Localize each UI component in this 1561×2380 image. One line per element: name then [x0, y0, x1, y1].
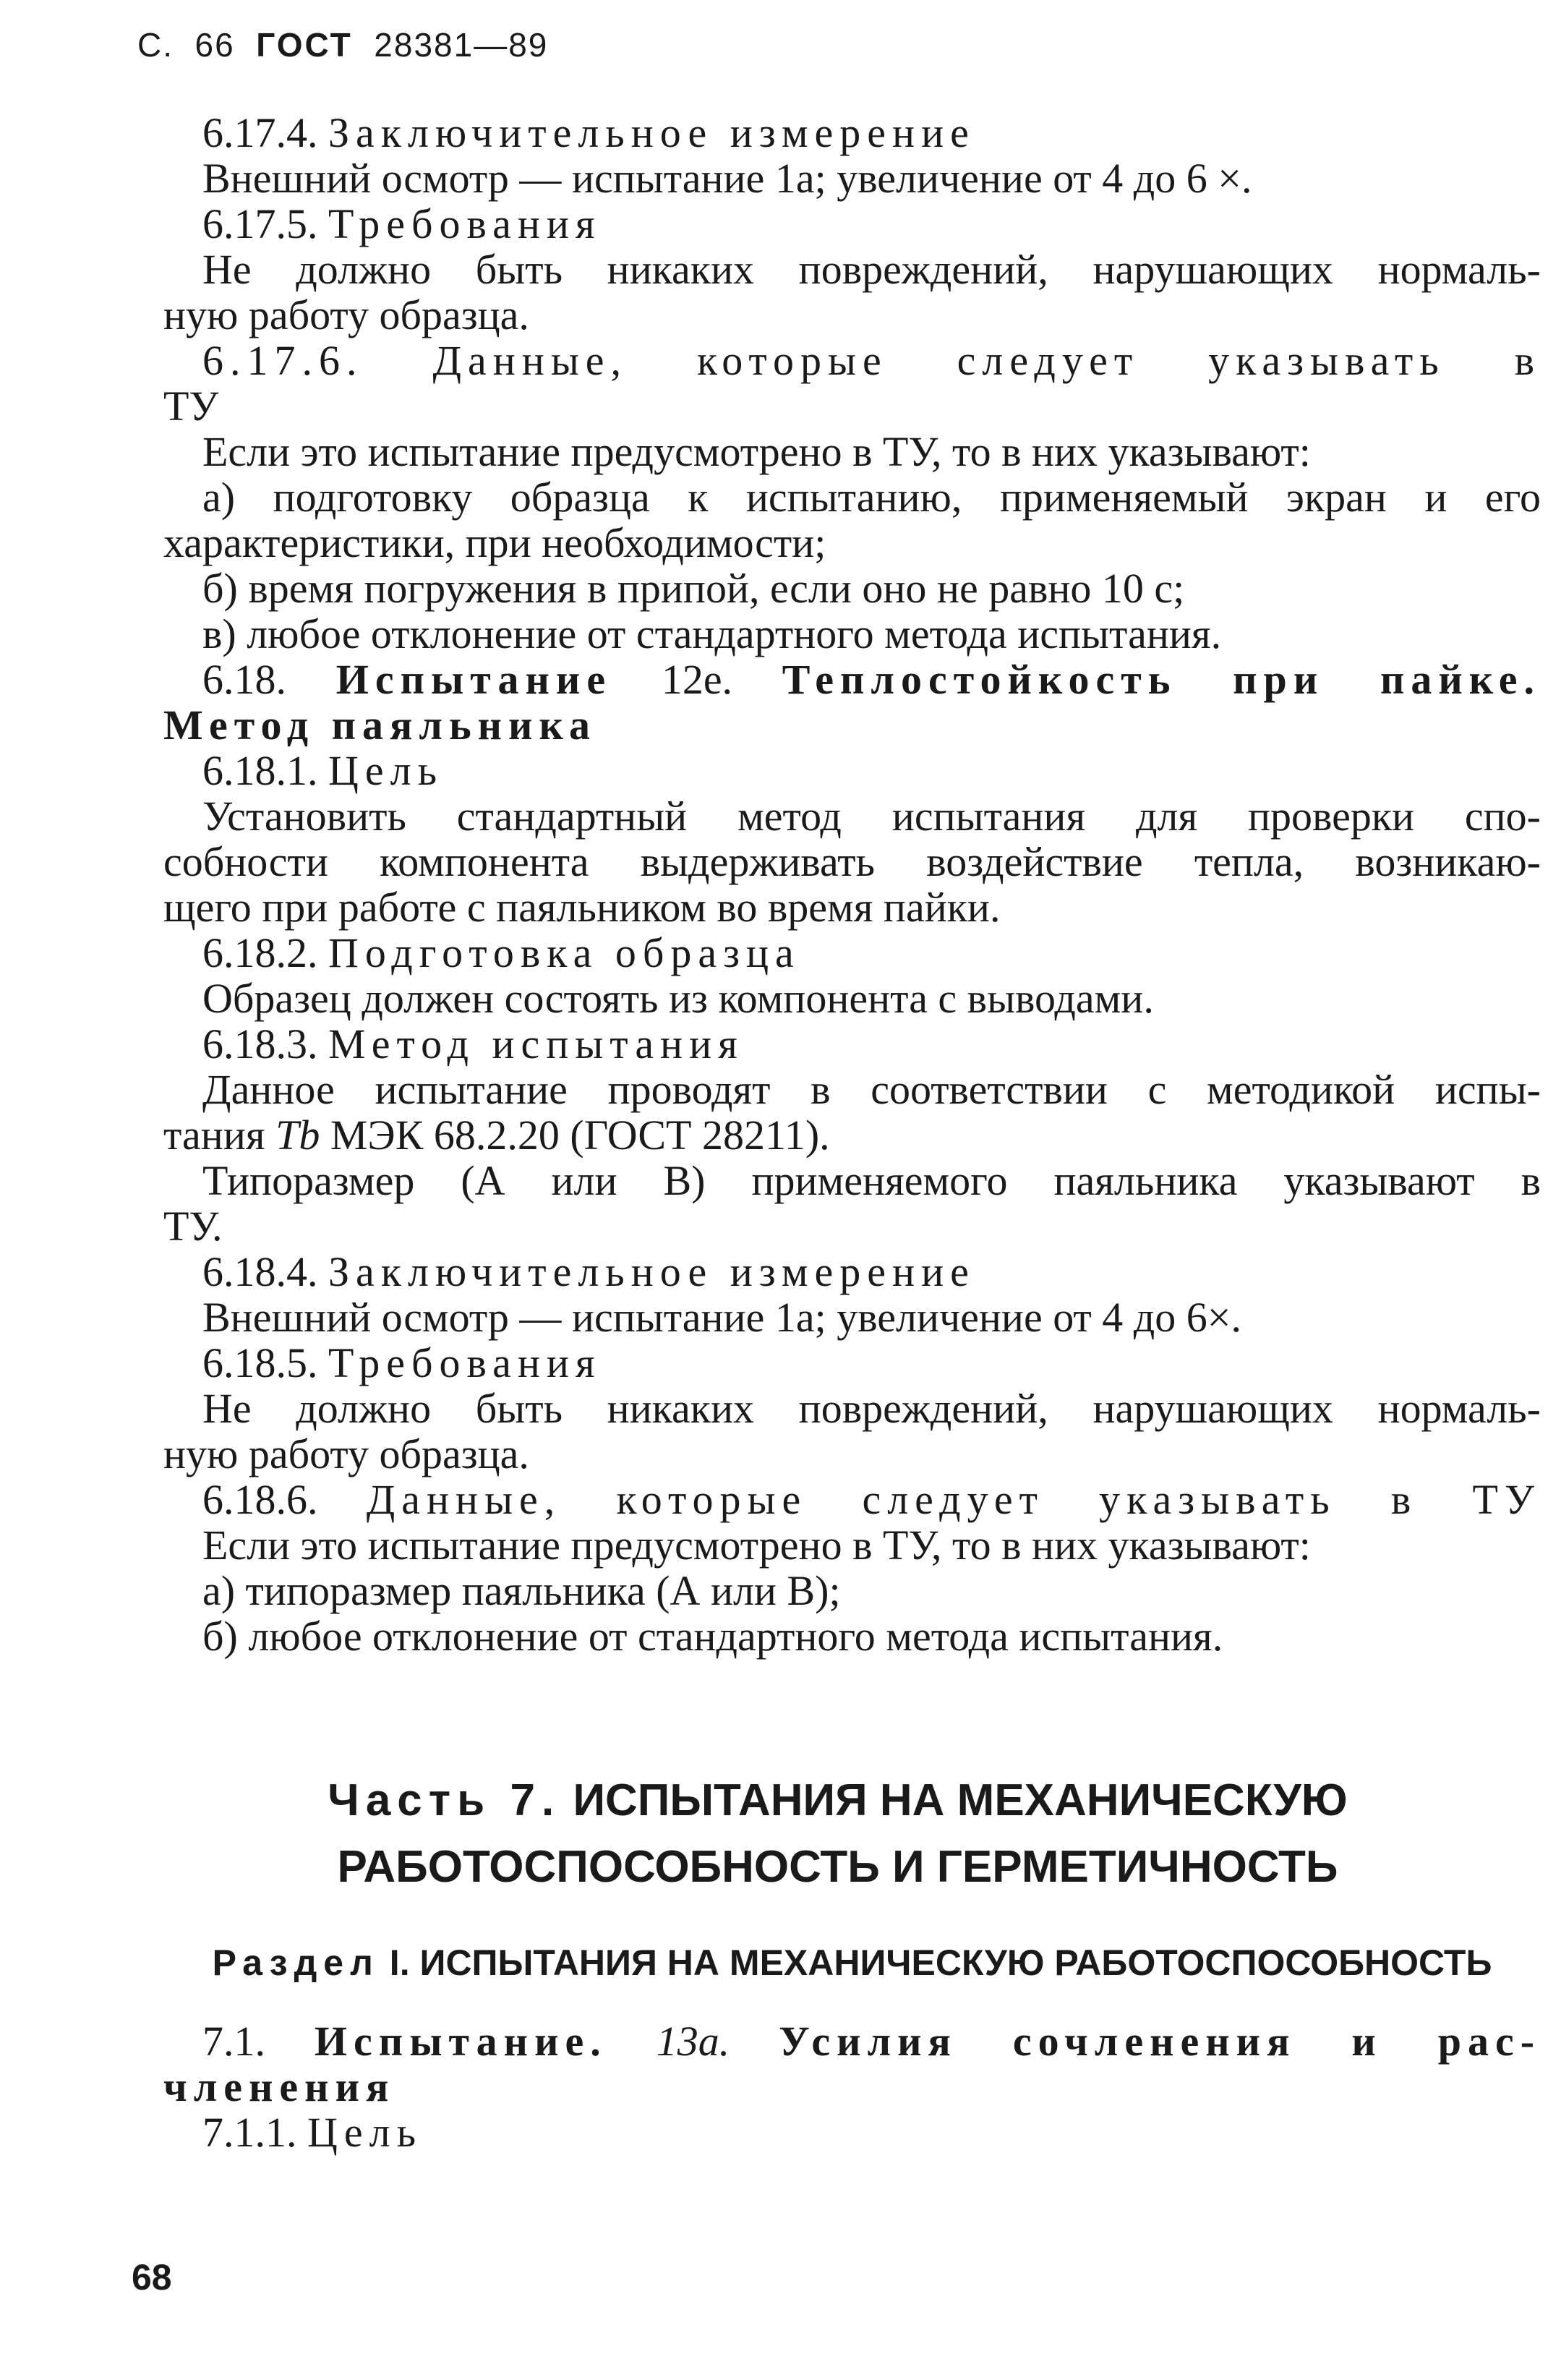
- spacer: [163, 1659, 1541, 1767]
- clause-number: 6.18.6.: [202, 1476, 318, 1523]
- paragraph: Данное испытание проводят в соответствии с методикой испы-: [202, 1066, 1541, 1113]
- paragraph: ную работу образца.: [163, 1430, 529, 1477]
- clause-title: Требования: [328, 200, 602, 247]
- clause-title: Подготовка образца: [328, 929, 800, 976]
- part-7-heading-continued: РАБОТОСПОСОБНОСТЬ И ГЕРМЕТИЧНОСТЬ: [337, 1842, 1338, 1892]
- paragraph: щего при работе с паяльником во время пайки.: [163, 884, 1001, 931]
- clause-number: 7.1.: [202, 2018, 265, 2065]
- heading-6-18: [163, 657, 1541, 702]
- clause-title-continued: Метод паяльника: [163, 701, 596, 748]
- page-reference: С. 66: [137, 26, 235, 64]
- clause-label: Испытание: [335, 656, 612, 703]
- heading-6-18-4: [163, 1249, 1541, 1295]
- standard-number: 28381—89: [374, 26, 549, 64]
- heading-6-18-2: [163, 930, 1541, 976]
- clause-title: Данные, которые следует указывать в ТУ: [366, 1476, 1541, 1523]
- heading-6-18-5: [163, 1340, 1541, 1386]
- paragraph: собности компонента выдерживать воздействие тепла, возникаю-: [163, 838, 1541, 885]
- clause-title: Теплостойкость при пайке.: [782, 656, 1541, 703]
- clause-label: Испытание.: [314, 2018, 607, 2065]
- page-header: [137, 25, 548, 64]
- paragraph: ТУ.: [163, 1203, 223, 1250]
- section-heading: [163, 1940, 1541, 1986]
- text-run: тания: [163, 1112, 265, 1159]
- heading-6-17-6: [163, 338, 1541, 383]
- heading-7-1-1: [163, 2110, 1541, 2155]
- paragraph: Образец должен состоять из компонента с выводами.: [202, 975, 1154, 1022]
- paragraph: ную работу образца.: [163, 291, 529, 338]
- paragraph: Если это испытание предусмотрено в ТУ, то в них указывают:: [202, 1522, 1311, 1569]
- paragraph: Не должно быть никаких повреждений, нарушающих нормаль-: [202, 246, 1541, 293]
- standard-label: ГОСТ: [256, 26, 353, 64]
- text-run: МЭК 68.2.20 (ГОСТ 28211).: [330, 1112, 830, 1159]
- part-7-heading: [163, 1767, 1541, 1834]
- clause-title: Метод испытания: [328, 1020, 744, 1067]
- section-numeral: I.: [389, 1942, 410, 1983]
- clause-number: 6.18.1.: [202, 747, 318, 794]
- list-item: б) время погружения в припой, если оно не равно 10 с;: [202, 565, 1185, 612]
- paragraph: Если это испытание предусмотрено в ТУ, то в них указывают:: [202, 428, 1311, 475]
- heading-6-17-5: [163, 201, 1541, 247]
- clause-number: 6.18.: [202, 656, 286, 703]
- page-number: 68: [132, 2257, 172, 2298]
- clause-title: Усилия сочленения и рас-: [779, 2018, 1541, 2065]
- test-code: Тb: [275, 1112, 320, 1159]
- paragraph: Не должно быть никаких повреждений, нарушающих нормаль-: [202, 1385, 1541, 1432]
- paragraph: Внешний осмотр — испытание 1а; увеличение от 4 до 6×.: [202, 1294, 1242, 1341]
- heading-6-17-4: [163, 110, 1541, 155]
- heading-6-18-6: [163, 1477, 1541, 1522]
- list-item: б) любое отклонение от стандартного метода испытания.: [202, 1613, 1223, 1660]
- clause-number: 6.18.5.: [202, 1339, 318, 1386]
- paragraph: Установить стандартный метод испытания для проверки спо-: [202, 793, 1541, 840]
- paragraph: [163, 1112, 1541, 1158]
- clause-title: Заключительное измерение: [328, 109, 975, 156]
- clause-number: 7.1.1.: [202, 2109, 297, 2156]
- clause-number: 6.18.3.: [202, 1020, 318, 1067]
- part-label: Часть 7.: [328, 1775, 561, 1825]
- heading-6-18-1: [163, 748, 1541, 793]
- clause-title-continued: членения: [163, 2063, 395, 2110]
- clause-number: 6.17.4.: [202, 109, 318, 156]
- clause-title: Цель: [307, 2109, 423, 2156]
- part-title: ИСПЫТАНИЯ НА МЕХАНИЧЕСКУЮ: [573, 1775, 1348, 1825]
- clause-number: 6.18.2.: [202, 929, 318, 976]
- clause-title: Данные, которые следует указывать в: [432, 337, 1541, 384]
- clause-title-continued: ТУ: [163, 383, 219, 430]
- list-item: а) типоразмер паяльника (А или В);: [202, 1567, 841, 1614]
- clause-title: Цель: [328, 747, 444, 794]
- clause-title: Заключительное измерение: [328, 1248, 975, 1295]
- paragraph: Типоразмер (А или В) применяемого паяльника указывают в: [202, 1157, 1541, 1204]
- heading-7-1: [163, 2018, 1541, 2064]
- clause-number: 6.17.5.: [202, 200, 318, 247]
- heading-6-18-3: [163, 1021, 1541, 1067]
- clause-number: 6.17.6.: [202, 337, 364, 384]
- paragraph: Внешний осмотр — испытание 1а; увеличение от 4 до 6 ×.: [202, 155, 1252, 202]
- clause-number: 6.18.4.: [202, 1248, 318, 1295]
- list-item: а) подготовку образца к испытанию, применяемый экран и его: [202, 474, 1541, 521]
- list-item-continued: характеристики, при необходимости;: [163, 519, 826, 566]
- test-code: 13а.: [656, 2018, 730, 2065]
- clause-title: Требования: [328, 1339, 602, 1386]
- list-item: в) любое отклонение от стандартного метода испытания.: [202, 610, 1222, 657]
- section-title: ИСПЫТАНИЯ НА МЕХАНИЧЕСКУЮ РАБОТОСПОСОБНОСТЬ: [419, 1942, 1492, 1983]
- section-label: Раздел: [212, 1942, 380, 1983]
- test-code: 12е.: [661, 656, 733, 703]
- body-text: [163, 110, 1541, 2155]
